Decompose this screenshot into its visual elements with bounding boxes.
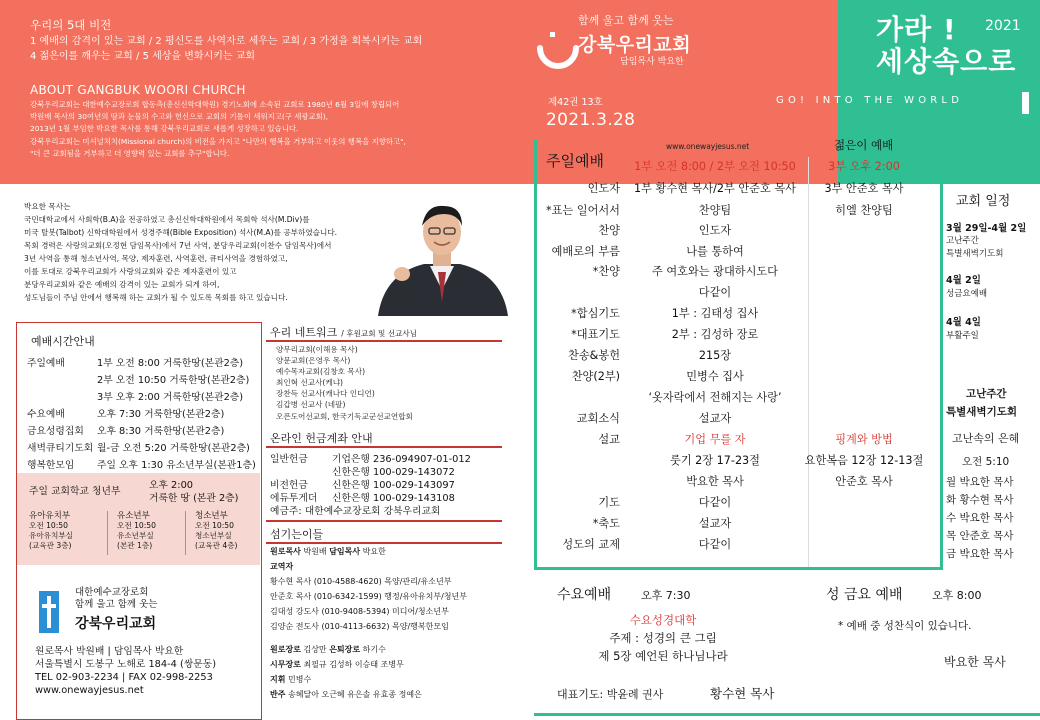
issue-date: 2021.3.28 [546, 110, 636, 130]
wednesday-series: 수요성경대학 [629, 613, 697, 627]
church-school-panel [17, 473, 260, 565]
year: 2021 [985, 18, 1021, 34]
friday-title: 성 금요 예배 [826, 587, 903, 603]
service-row: 2부 오전 10:50 거룩한땅(본관2층) [97, 375, 250, 386]
youth-title: 젊은이 예배 [834, 138, 894, 152]
youth-time: 오후 2:00 거룩한 땅 (본관 2층) [149, 480, 239, 504]
slogan-bar [1022, 92, 1029, 114]
sermon-title: 기업 무를 자 [684, 433, 746, 446]
special-theme: 고난속의 은혜 [952, 432, 1020, 445]
about-line: 박원배 목사의 30여년의 땀과 눈물의 수고와 헌신으로 교회의 기틀이 세워지고(구 세광교회), [30, 112, 329, 122]
service-row: 3부 오후 2:00 거룩한땅(본관2층) [97, 392, 244, 403]
divider [107, 511, 108, 555]
bottom-rule [534, 713, 1040, 716]
worship-times-box [16, 322, 262, 720]
website-link[interactable]: www.onewayjesus.net [35, 685, 144, 696]
youth-time: 3부 오후 2:00 [828, 160, 900, 173]
service-row: 주일예배 1부 오전 8:00 거룩한땅(본관2층) [27, 358, 244, 369]
wednesday-title: 수요예배 [557, 587, 612, 603]
info-column [264, 322, 506, 720]
account-holder: 예금주: 대한예수교장로회 강북우리교회 [270, 506, 441, 517]
denomination-church: 강북우리교회 [75, 616, 157, 632]
network-title: 우리 네트워크 / 후원교회 및 선교사님 [270, 326, 418, 339]
sunday-times: 1부 오전 8:00 / 2부 오전 10:50 [634, 160, 796, 173]
service-row: 행복한모임 주일 오후 1:30 유소년부실(본관1층) [27, 460, 256, 471]
divider [808, 157, 809, 567]
about-block [30, 82, 520, 160]
wednesday-time: 오후 7:30 [641, 589, 691, 602]
slogan-line: 세상속으로 [876, 45, 1017, 78]
church-logo-icon [536, 32, 584, 76]
slogan-subtitle: GO! INTO THE WORLD [776, 95, 964, 106]
bio-line: 3년 사역을 통해 청소년사역, 목양, 제자훈련, 사역훈련, 큐티사역을 경험하였고, [24, 254, 288, 263]
divider [185, 511, 186, 555]
church-school-title: 주일 교회학교 청년부 [29, 486, 121, 497]
divider [266, 340, 502, 342]
service-row: 금요성령집회 오후 8:30 거룩한땅(본관2층) [27, 426, 225, 437]
pastor-name: 담임목사 박요한 [620, 57, 684, 67]
school-group: 청소년부 오전 10:50 청소년부실 (교육관 4층) [195, 511, 238, 550]
bio-line: 성도님들이 주님 안에서 행복해 하는 교회가 될 수 있도록 목회를 하고 있습니다. [24, 293, 288, 302]
bio-line: 국민대학교에서 사회학(B.A)을 전공하였고 총신신학대학원에서 목회학 석사(M.Div)를 [24, 215, 310, 224]
offering-title: 온라인 헌금계좌 안내 [270, 432, 373, 445]
church-address: 원로목사 박원배 | 담임목사 박요한 서울특별시 도봉구 노해로 184-4 (쌍문동) TEL 02-903-2234 | FAX 02-998-2253 www.onewayjesus.net [35, 646, 217, 696]
divider [266, 446, 502, 448]
vision-block [30, 18, 510, 64]
staff-title: 섬기는이들 [270, 528, 324, 541]
vision-line: 1 예배의 감격이 있는 교회 / 2 평신도를 사역자로 세우는 교회 / 3 가정을 회복시키는 교회 [30, 36, 423, 47]
bio-line: 목회 경력은 사랑의교회(오정현 담임목사)에서 7년 사역, 분당우리교회(이찬수 담임목사)에서 [24, 241, 332, 250]
bio-line: 분당우리교회와 같은 예배의 감격이 있는 교회가 되게 하여, [24, 280, 220, 289]
issue-number: 제42권 13호 [548, 97, 603, 108]
friday-time: 오후 8:00 [932, 589, 982, 602]
schedule-title: 교회 일정 [956, 194, 1011, 209]
worship-times-title: 예배시간안내 [31, 335, 95, 348]
vision-title: 우리의 5대 비전 [30, 18, 112, 32]
about-title: ABOUT GANGBUK WOORI CHURCH [30, 83, 246, 97]
sunday-title: 주일예배 [546, 152, 604, 170]
about-line: 강북우리교회는 대한예수교장로회 합동측(총신신학대학원) 경기노회에 소속된 교회로 1980년 6월 3일에 창립되어 [30, 100, 400, 109]
pastor-photo [374, 190, 510, 316]
offering-row: 일반헌금 기업은행 236-094907-01-012 [270, 454, 471, 465]
staff-list: 원로목사 박원배 담임목사 박요한 교역자 황수현 목사 (010-4588-4620) 목양/관리/유소년부 안준호 목사 (010-6342-1599) 행정/유아유치부/청년부 김대성 강도사 (010-9408-5394) 미디어/청소년부 김양순 전도사 (010-4113-6632) 목양/행복한모임 원로장로 김상만 은퇴장로 하기수 시무장로 최필규 김성하 이승태 조병무 지휘 민병수 반주 송혜달아 오근혜 유은솔 유효종 정예은 [270, 547, 467, 699]
offering-row: 비전헌금 신한은행 100-029-143097 [270, 480, 455, 491]
bio-line: 미국 탈봇(Talbot) 신학대학원에서 성경주해(Bible Exposition) 석사(M.A)를 공부하였습니다. [24, 228, 338, 237]
school-group: 유소년부 오전 10:50 유소년부실 (본관 1층) [117, 511, 156, 550]
about-line: 강북우리교회는 미셔널처치(Missional church)의 비전을 가지고 "나만의 행복을 거부하고 이웃의 행복을 지향하고", [30, 136, 406, 146]
about-line: "더 큰 교회됨을 거부하고 더 영향력 있는 교회를 추구"합니다. [30, 148, 230, 158]
divider [266, 520, 502, 522]
vision-line: 4 젊은이를 깨우는 교회 / 5 세상을 변화시키는 교회 [30, 51, 256, 62]
church-schedule: 교회 일정 3월 29일-4월 2일 고난주간 특별새벽기도회 4월 2일 성금요예배 4월 4일 부활주일 고난주간 특별새벽기도회 고난속의 은혜 오전 5:10 월 박요한 목사 화 황수현 목사 수 박요한 목사 목 안준호 목사 금 박요한 목사 [938, 184, 1040, 574]
offering-row: 에듀투게더 신한은행 100-029-143108 [270, 493, 455, 504]
pastor-bio [24, 200, 394, 304]
service-row: 수요예배 오후 7:30 거룩한땅(본관2층) [27, 409, 225, 420]
website-link[interactable]: www.onewayjesus.net [666, 142, 750, 151]
bio-line: 이를 토대로 강북우리교회가 사랑의교회와 같은 제자훈련이 있고 [24, 267, 237, 276]
youth-sermon-title: 핑계와 방법 [835, 433, 893, 446]
cross-logo-icon [39, 591, 59, 633]
slogan-line: 가라 ! [876, 13, 957, 46]
service-row: 새벽큐티기도회 월-금 오전 5:20 거룩한땅(본관2층) [27, 443, 250, 454]
church-name: 강북우리교회 [578, 34, 692, 56]
offering-row: 신한은행 100-029-143072 [332, 467, 455, 478]
school-group: 유아유치부 오전 10:50 유아유치부실 (교육관 3층) [29, 511, 74, 550]
friday-note: * 예배 중 성찬식이 있습니다. [838, 620, 972, 632]
network-list: 양무리교회(이해용 목사) 양문교회(은영우 목사) 예수목자교회(김창호 목사) 최인혁 선교사(케냐) 장찬득 선교사(캐나다 인디언) 김갑병 선교사 (네팔) 오픈도어선교회, 한국기독교군선교연합회 [276, 345, 413, 421]
bio-title: 박요한 목사는 [24, 202, 71, 211]
denomination: 대한예수교장로회 함께 울고 함께 웃는 [75, 587, 158, 610]
about-line: 2013년 1월 부임한 박요한 목사를 통해 강북우리교회로 새롭게 성장하고 있습니다. [30, 124, 299, 134]
tagline: 함께 울고 함께 웃는 [578, 14, 674, 27]
